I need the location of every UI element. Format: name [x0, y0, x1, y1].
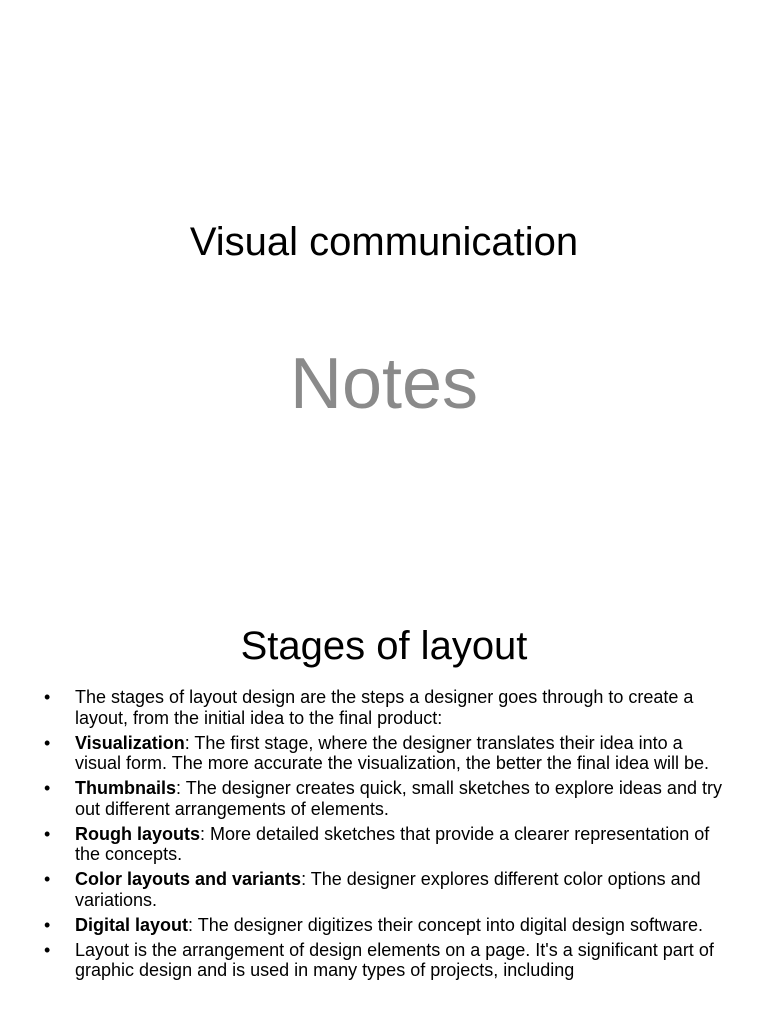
bullet-term: Visualization [75, 732, 185, 753]
bullet-icon: • [44, 939, 51, 960]
bullet-text: : The designer digitizes their concept into digital design software. [188, 914, 703, 935]
bullet-icon: • [44, 869, 51, 889]
bullet-item-intro [44, 687, 730, 728]
bullet-text: : The first stage, where the designer translates their idea into a visual form. The more accurate the visualization, the better the final idea will be. [75, 732, 709, 773]
bullet-text: : More detailed sketches that provide a clearer representation of the concepts. [75, 823, 710, 864]
bullet-term: Digital layout [75, 914, 189, 935]
bullet-item-rough-layouts [44, 824, 730, 865]
bullet-icon: • [44, 823, 51, 844]
bullet-item-visualization [44, 733, 730, 774]
bullet-term: Color layouts and variants [75, 869, 302, 889]
bullet-item-digital-layout [44, 915, 730, 936]
bullet-item-layout-definition [44, 940, 730, 981]
bullet-icon: • [44, 914, 51, 935]
bullet-term: Thumbnails [75, 778, 177, 798]
bullet-text: : The designer creates quick, small sketches to explore ideas and try out different arrangements of elements. [75, 778, 722, 819]
bullet-icon: • [44, 778, 51, 798]
bullet-text: The stages of layout design are the steps a designer goes through to create a layout, from the initial idea to the final product: [75, 687, 694, 728]
presentation-title: Visual communication [189, 220, 579, 264]
slide-heading: Stages of layout [240, 624, 528, 668]
bullet-icon: • [44, 732, 51, 753]
bullet-term: Rough layouts [75, 823, 200, 844]
bullet-text: Layout is the arrangement of design elements on a page. It's a significant part of graphic design and is used in many types of projects, including [75, 939, 714, 980]
bullet-icon: • [44, 687, 51, 707]
presentation-subtitle: Notes [289, 344, 479, 424]
bullet-item-thumbnails [44, 778, 730, 819]
bullet-item-color-layouts [44, 869, 730, 910]
bullet-list [44, 687, 730, 985]
slide-stages-of-layout [0, 576, 768, 1024]
bullet-text: : The designer explores different color options and variations. [75, 869, 701, 910]
